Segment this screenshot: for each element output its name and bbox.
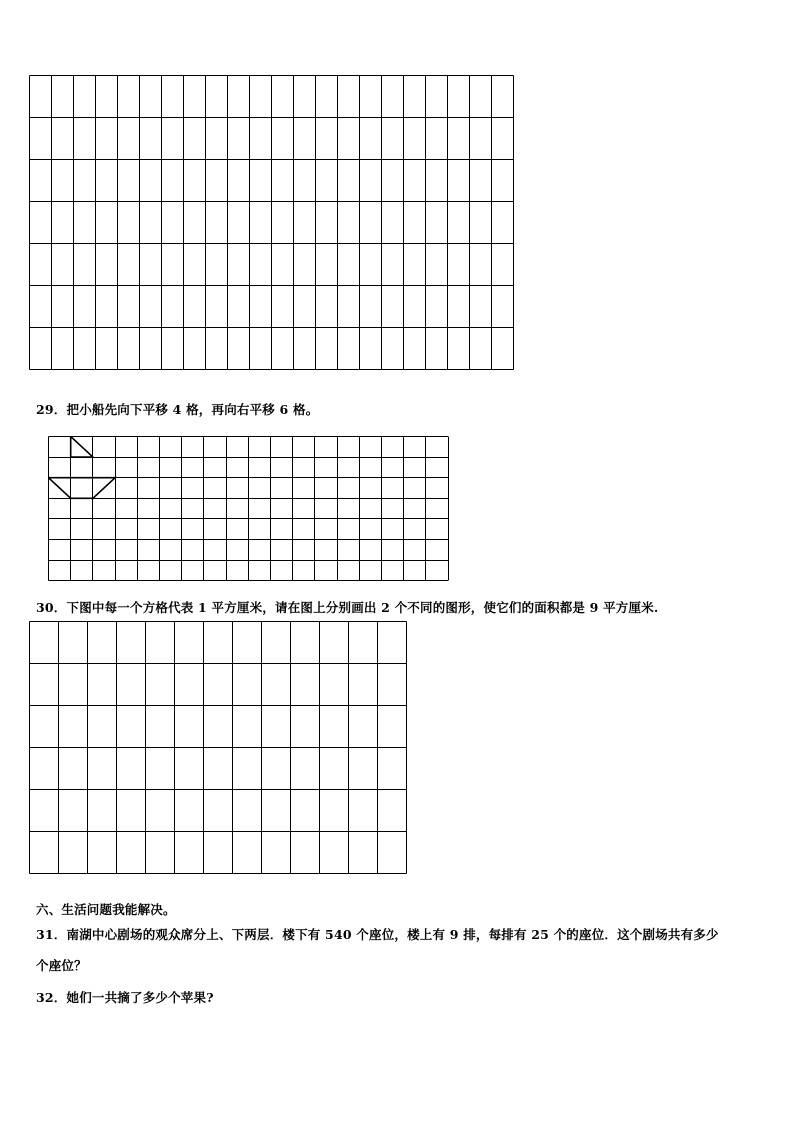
question-31-line1: 南湖中心剧场的观众席分上、下两层．楼下有 540 个座位，楼上有 9 排，每排有 25 个的座位．这个剧场共有多少 [66,927,719,942]
section-6-text: 六、生活问题我能解决。 [36,902,176,917]
question-30 [36,598,658,616]
question-30-text: 下图中每一个方格代表 1 平方厘米，请在图上分别画出 2 个不同的图形，使它们的面积都是 9 平方厘米. [66,600,659,615]
grid-boat [48,436,451,582]
question-32 [36,988,214,1006]
question-31-number: 31． [36,927,67,942]
grid-top [29,75,517,373]
boat-sail [71,437,93,458]
question-32-number: 32． [36,990,67,1005]
question-31-line2: 个座位？ [36,958,87,973]
sailboat-figure [49,437,116,499]
question-29 [36,400,318,418]
question-31 [36,925,719,943]
section-6-heading [36,900,176,918]
question-32-text: 她们一共摘了多少个苹果? [66,990,214,1005]
question-29-text: 把小船先向下平移 4 格，再向右平移 6 格。 [66,402,319,417]
question-31-continuation [36,956,87,974]
question-29-number: 29． [36,402,67,417]
question-30-number: 30． [36,600,67,615]
grid-area [29,621,409,877]
boat-hull [49,478,116,499]
